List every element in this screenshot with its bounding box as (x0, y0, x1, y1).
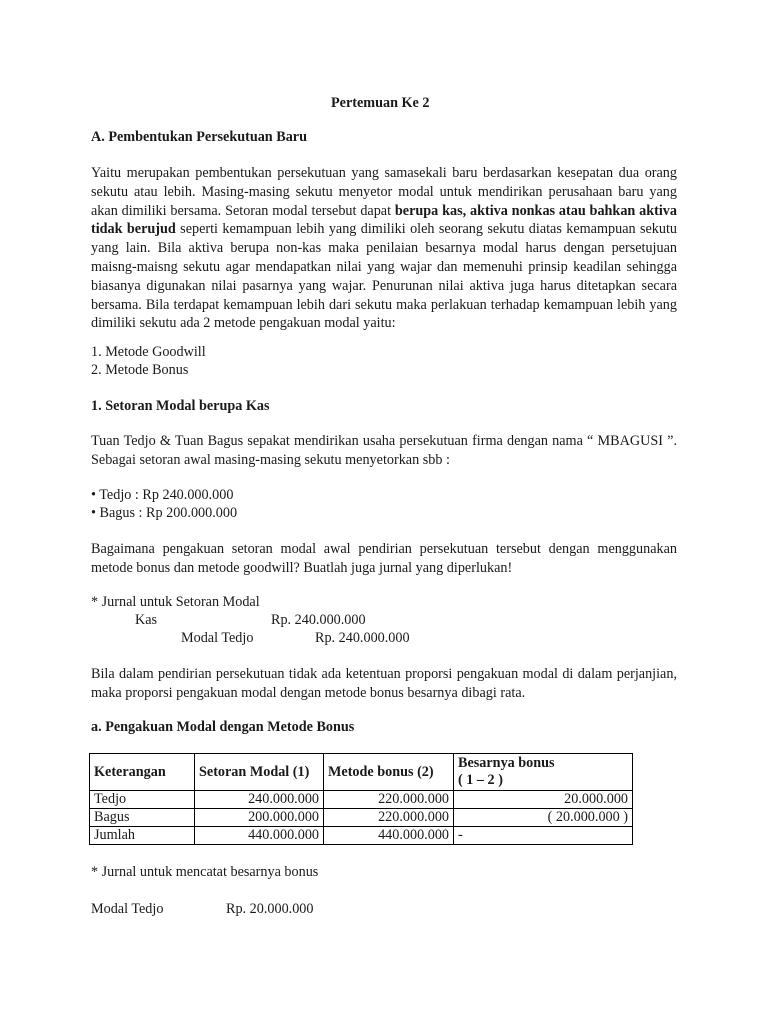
header-besarnya-bonus-line2: ( 1 – 2 ) (458, 772, 503, 788)
case-paragraph: Tuan Tedjo & Tuan Bagus sepakat mendirikan usaha persekutuan firma dengan nama “ MBAGUSI ”. Sebagai setoran awal masing-masing sekutu menyetorkan sbb : (91, 433, 677, 468)
journal1-heading: * Jurnal untuk Setoran Modal (91, 594, 260, 610)
bonus-paragraph: Bila dalam pendirian persekutuan tidak ada ketentuan proporsi pengakuan modal di dalam perjanjian, maka proporsi pengakuan modal dengan metode bonus besarnya dibagi rata. (91, 666, 677, 701)
table-cell: Bagus (90, 809, 195, 827)
table-cell: ( 20.000.000 ) (454, 809, 633, 827)
question-paragraph: Bagaimana pengakuan setoran modal awal pendirian persekutuan tersebut dengan menggunakan metode bonus dan metode goodwill? Buatlah juga jurnal yang diperlukan! (91, 541, 677, 576)
table-cell: 200.000.000 (195, 809, 324, 827)
journal2-amount: Rp. 20.000.000 (226, 901, 314, 917)
journal1-credit-account: Modal Tedjo (181, 630, 254, 646)
journal2-account: Modal Tedjo (91, 901, 164, 917)
table-cell: Jumlah (90, 827, 195, 845)
deposit-tedjo: • Tedjo : Rp 240.000.000 (91, 487, 234, 503)
table-header-row (90, 754, 633, 791)
table-cell: 240.000.000 (195, 791, 324, 809)
journal1-credit-amount: Rp. 240.000.000 (315, 630, 410, 646)
journal1-debit-amount: Rp. 240.000.000 (271, 612, 366, 628)
table-cell: 440.000.000 (324, 827, 454, 845)
method-item-bonus: 2. Metode Bonus (91, 362, 189, 378)
header-besarnya-bonus (454, 754, 633, 791)
section-a2-heading: a. Pengakuan Modal dengan Metode Bonus (91, 719, 355, 735)
table-row (90, 827, 633, 845)
table-cell: 20.000.000 (454, 791, 633, 809)
table-cell: - (454, 827, 633, 845)
table-row (90, 809, 633, 827)
method-item-goodwill: 1. Metode Goodwill (91, 344, 206, 360)
intro-paragraph (91, 164, 677, 333)
table-cell: 440.000.000 (195, 827, 324, 845)
journal1-debit-account: Kas (135, 612, 158, 628)
deposit-bagus: • Bagus : Rp 200.000.000 (91, 505, 238, 521)
header-besarnya-bonus-line1: Besarnya bonus (458, 755, 555, 771)
intro-text-2: seperti kemampuan lebih yang dimiliki oleh seorang sekutu diatas kemampuan sekutu yang lain. Bila aktiva berupa non-kas maka penilaian besarnya modal harus dengan persetujuan maisng-maisng sekutu agar mendapatkan nilai yang wajar dan memenuhi prinsip keadilan sehingga biasanya digunakan nilai pasarnya yang wajar. Penurunan nilai aktiva juga harus ditetapkan secara bersama. Bila terdapat kemampuan lebih dari sekutu maka perlakuan terhadap kemampuan lebih yang dimiliki sekutu ada 2 metode pengakuan modal yaitu: (91, 221, 678, 332)
section-a-heading: A. Pembentukan Persekutuan Baru (91, 129, 307, 145)
journal2-heading: * Jurnal untuk mencatat besarnya bonus (91, 864, 319, 880)
header-setoran-modal: Setoran Modal (1) (195, 754, 324, 791)
bonus-table (89, 753, 633, 845)
intro-text-1: Yaitu merupakan pembentukan persekutuan yang samasekali baru berdasarkan kesepatan dua orang sekutu atau lebih. Masing-masing sekutu menyetor modal untuk mendirikan perusahaan baru yang akan dimiliki bersama. Setoran modal tersebut dapat (91, 165, 677, 219)
header-metode-bonus (324, 754, 454, 791)
header-metode-bonus-label: Metode bonus (2) (328, 763, 434, 780)
page-title: Pertemuan Ke 2 (331, 95, 430, 111)
header-keterangan: Keterangan (90, 754, 195, 791)
intro-bold-text: berupa kas, aktiva nonkas atau bahkan aktiva tidak berujud (91, 202, 677, 238)
table-row (90, 791, 633, 809)
table-cell: 220.000.000 (324, 791, 454, 809)
section-1-heading: 1. Setoran Modal berupa Kas (91, 398, 270, 414)
table-cell: Tedjo (90, 791, 195, 809)
table-cell: 220.000.000 (324, 809, 454, 827)
